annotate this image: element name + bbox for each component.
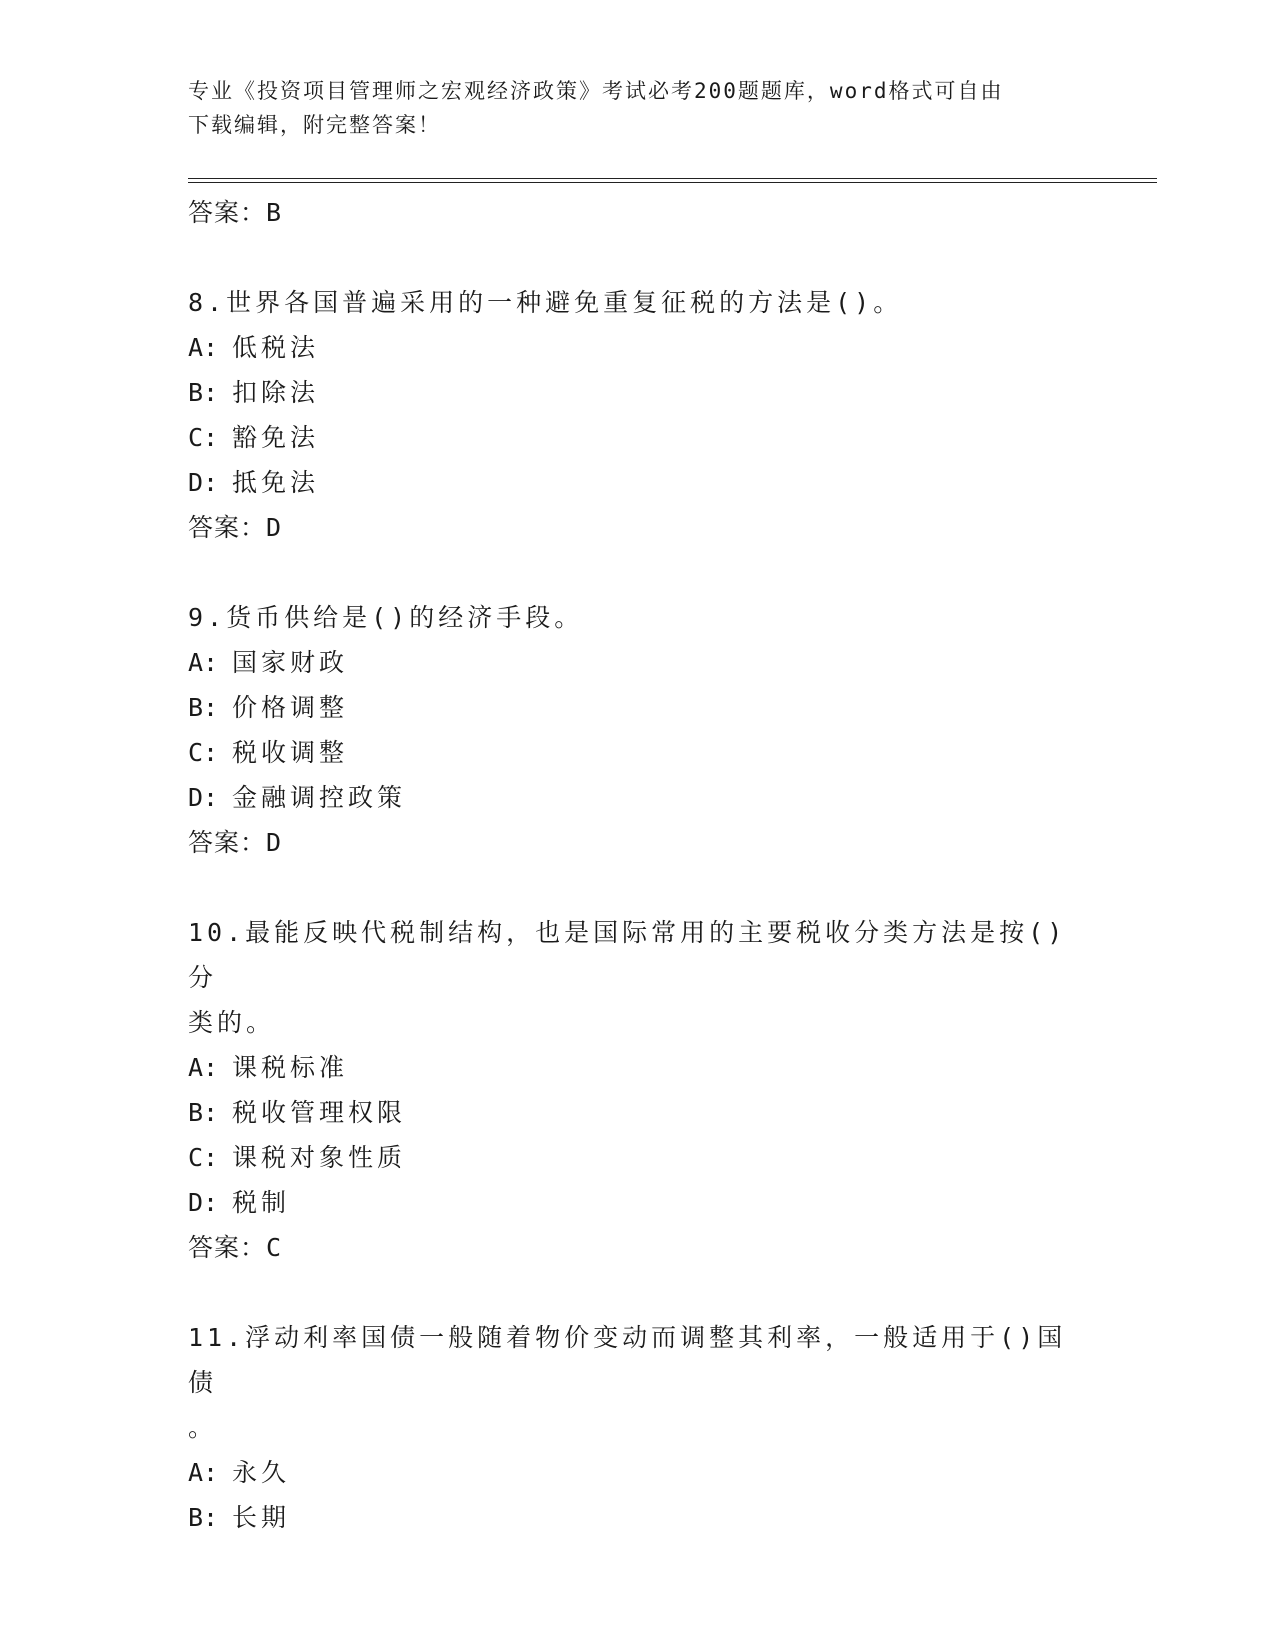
- question-list: [188, 190, 1088, 1540]
- option-text: 扣除法: [232, 378, 320, 407]
- option-text: 豁免法: [232, 423, 320, 452]
- option-text: 价格调整: [232, 693, 349, 722]
- option-text: 课税对象性质: [232, 1143, 407, 1172]
- option-d: [188, 1180, 1088, 1225]
- option-key: A:: [188, 333, 219, 362]
- option-key: D:: [188, 468, 219, 497]
- option-key: A:: [188, 648, 219, 677]
- document-header: [188, 74, 1078, 142]
- option-text: 永久: [232, 1458, 291, 1487]
- option-d: [188, 775, 1088, 820]
- option-text: 低税法: [232, 333, 320, 362]
- option-text: 金融调控政策: [232, 783, 407, 812]
- option-key: B:: [188, 693, 219, 722]
- question-9: [188, 595, 1088, 640]
- header-line-2: 下载编辑，附完整答案！: [188, 113, 441, 137]
- answer-line: 答案：D: [188, 828, 283, 857]
- option-a: [188, 1450, 1088, 1495]
- option-c: [188, 415, 1088, 460]
- option-key: D:: [188, 1188, 219, 1217]
- option-key: D:: [188, 783, 219, 812]
- option-text: 税收调整: [232, 738, 349, 767]
- option-a: [188, 1045, 1088, 1090]
- question-text: 8.世界各国普遍采用的一种避免重复征税的方法是()。: [188, 288, 903, 317]
- option-key: B:: [188, 1503, 219, 1532]
- option-b: [188, 1090, 1088, 1135]
- answer-line: 答案：B: [188, 198, 283, 227]
- option-key: C:: [188, 738, 219, 767]
- option-text: 税收管理权限: [232, 1098, 407, 1127]
- option-text: 国家财政: [232, 648, 349, 677]
- answer-line: 答案：C: [188, 1233, 283, 1262]
- question-11: [188, 1315, 1088, 1450]
- option-a: [188, 325, 1088, 370]
- option-key: B:: [188, 1098, 219, 1127]
- option-text: 课税标准: [232, 1053, 349, 1082]
- option-c: [188, 1135, 1088, 1180]
- question-text: 10.最能反映代税制结构，也是国际常用的主要税收分类方法是按()分: [188, 918, 1067, 992]
- option-key: A:: [188, 1458, 219, 1487]
- option-key: C:: [188, 1143, 219, 1172]
- question-10: [188, 910, 1088, 1045]
- option-key: A:: [188, 1053, 219, 1082]
- option-b: [188, 685, 1088, 730]
- option-a: [188, 640, 1088, 685]
- question-text-continued: 类的。: [188, 1008, 276, 1037]
- question-text: 11.浮动利率国债一般随着物价变动而调整其利率，一般适用于()国债: [188, 1323, 1067, 1397]
- option-b: [188, 1495, 1088, 1540]
- option-c: [188, 730, 1088, 775]
- answer-line: 答案：D: [188, 513, 283, 542]
- question-text: 9.货币供给是()的经济手段。: [188, 603, 584, 632]
- option-key: C:: [188, 423, 219, 452]
- question-8: [188, 280, 1088, 325]
- option-text: 抵免法: [232, 468, 320, 497]
- option-b: [188, 370, 1088, 415]
- option-text: 长期: [232, 1503, 291, 1532]
- option-d: [188, 460, 1088, 505]
- option-text: 税制: [232, 1188, 291, 1217]
- header-line-1: 专业《投资项目管理师之宏观经济政策》考试必考200题题库，word格式可自由: [188, 79, 1004, 103]
- option-key: B:: [188, 378, 219, 407]
- header-divider: [188, 178, 1157, 183]
- question-text-continued: 。: [188, 1413, 218, 1442]
